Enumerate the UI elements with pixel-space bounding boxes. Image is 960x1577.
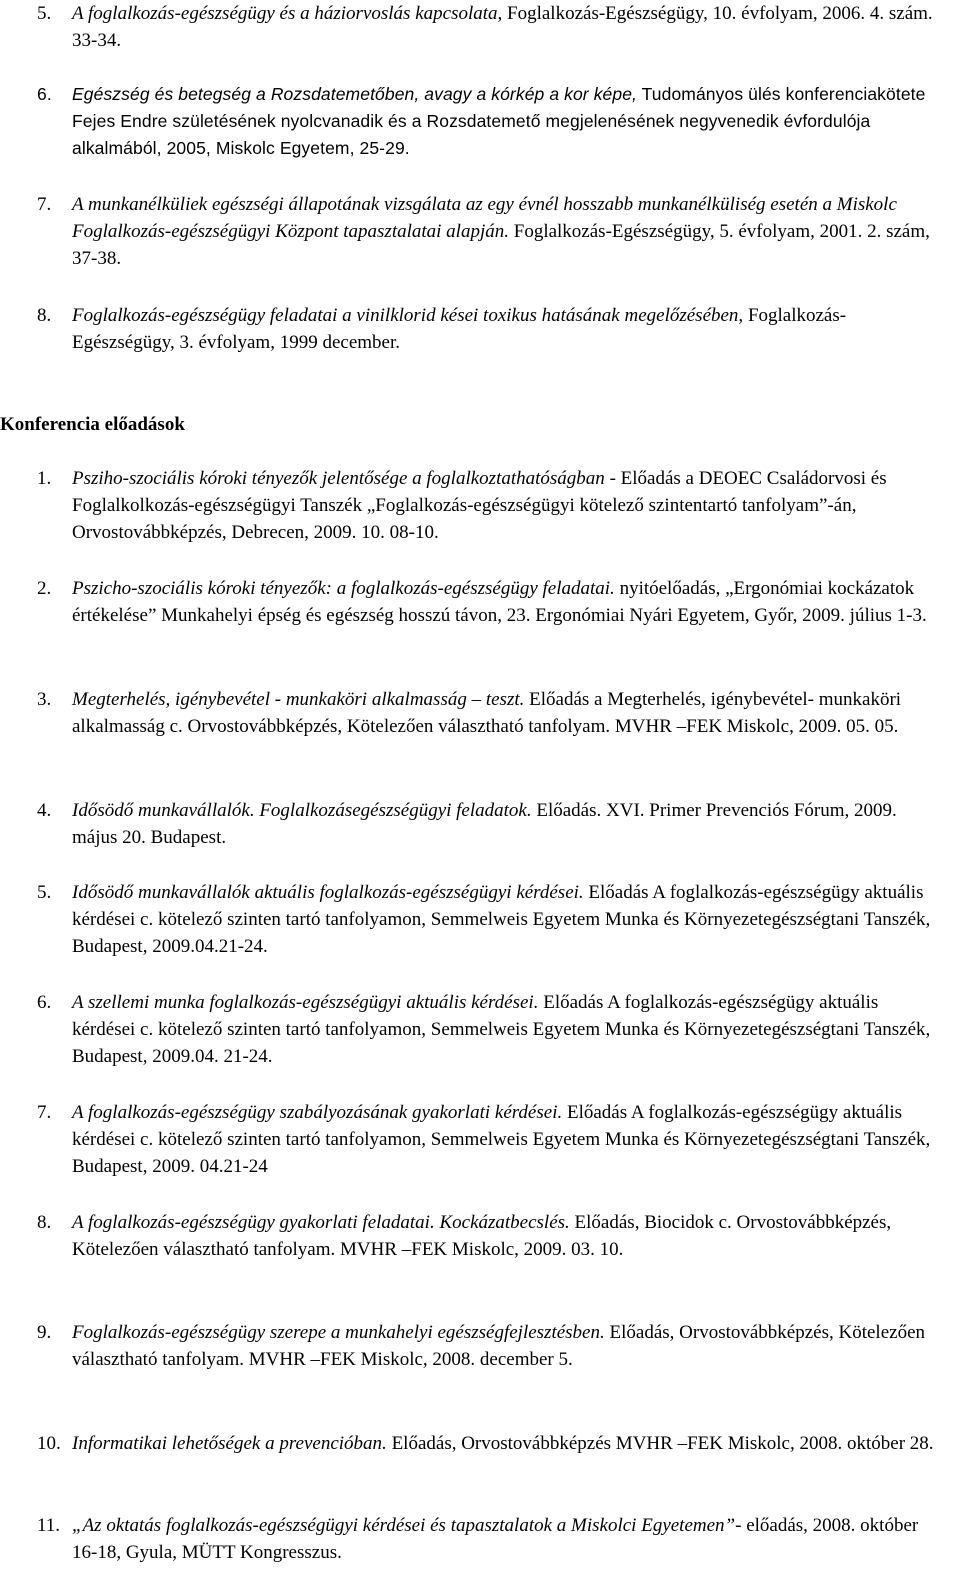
- item-number: 3.: [37, 689, 52, 710]
- talk-item: [37, 797, 942, 851]
- item-title: Foglalkozás-egészségügy szerepe a munkahelyi egészségfejlesztésben.: [72, 1322, 605, 1343]
- item-number: 6.: [37, 84, 52, 104]
- item-details: nyitóelőadás, „Ergonómiai kockázatok értékelése” Munkahelyi épség és egészség hosszú távon, 23. Ergonómiai Nyári Egyetem, Győr, 2009. július 1-3.: [72, 578, 927, 626]
- item-title: A foglalkozás-egészségügy gyakorlati feladatai. Kockázatbecslés.: [72, 1212, 570, 1233]
- item-details: Előadás, Orvostovábbképzés MVHR –FEK Miskolc, 2008. október 28.: [386, 1433, 934, 1454]
- talk-item: [37, 1512, 942, 1566]
- item-number: 10.: [37, 1433, 61, 1454]
- item-number: 8.: [37, 305, 52, 326]
- item-details: Foglalkozás- Egészségügy, 3. évfolyam, 1999 december.: [72, 305, 847, 353]
- item-title: Informatikai lehetőségek a prevencióban.: [72, 1433, 387, 1454]
- item-title: Psziho-szociális kóroki tényezők jelentősége a foglalkoztathatóságban: [72, 468, 605, 489]
- item-title: A foglalkozás-egészségügy és a háziorvoslás kapcsolata,: [72, 3, 503, 24]
- item-details: - Előadás a DEOEC Családorvosi és Foglalkolkozás-egészségügyi Tanszék „Foglalkozás-egészségügyi kötelező szintentartó tanfolyam”-án, Orvostovábbképzés, Debrecen, 2009. 10. 08-10.: [72, 468, 887, 543]
- talk-item: [37, 686, 942, 740]
- item-title: Megterhelés, igénybevétel - munkaköri alkalmasság – teszt.: [72, 689, 525, 710]
- item-number: 7.: [37, 1102, 52, 1123]
- item-details: Tudományos ülés konferenciakötete Fejes Endre születésének nyolcvanadik és a Rozsdatemető megjelenésének negyvenedik évfordulója alkalmából, 2005, Miskolc Egyetem, 25-29.: [72, 84, 926, 158]
- section-heading: Konferencia előadások: [0, 414, 185, 435]
- publication-item: [37, 0, 942, 54]
- item-details: Előadás A foglalkozás-egészségügy aktuális kérdései c. kötelező szinten tartó tanfolyamon, Semmelweis Egyetem Munka és Környezetegészségtani Tanszék, Budapest, 2009. 04.21-24: [72, 1102, 931, 1177]
- item-details: - előadás, 2008. október 16-18, Gyula, MÜTT Kongresszus.: [72, 1515, 919, 1563]
- publication-item: [37, 81, 942, 162]
- talk-item: [37, 1319, 942, 1373]
- talk-item: [37, 989, 942, 1070]
- talk-item: [37, 465, 942, 546]
- talk-item: [37, 879, 942, 960]
- item-number: 5.: [37, 882, 52, 903]
- item-title: A szellemi munka foglalkozás-egészségügyi aktuális kérdései.: [72, 992, 539, 1013]
- item-number: 8.: [37, 1212, 52, 1233]
- item-number: 4.: [37, 800, 52, 821]
- talk-item: [37, 1430, 942, 1457]
- item-number: 6.: [37, 992, 52, 1013]
- item-number: 7.: [37, 194, 52, 215]
- item-title: Foglalkozás-egészségügy feladatai a vinilklorid kései toxikus hatásának megelőzésében,: [72, 305, 744, 326]
- item-details: Előadás. XVI. Primer Prevenciós Fórum, 2009. május 20. Budapest.: [72, 800, 897, 848]
- item-title: Idősödő munkavállalók aktuális foglalkozás-egészségügyi kérdései.: [72, 882, 584, 903]
- talk-item: [37, 575, 942, 629]
- item-number: 9.: [37, 1322, 52, 1343]
- item-details: Előadás A foglalkozás-egészségügy aktuális kérdései c. kötelező szinten tartó tanfolyamon, Semmelweis Egyetem Munka és Környezetegészségtani Tanszék, Budapest, 2009.04.21-24.: [72, 882, 931, 957]
- item-title: A foglalkozás-egészségügy szabályozásának gyakorlati kérdései.: [72, 1102, 563, 1123]
- item-title: Egészség és betegség a Rozsdatemetőben, avagy a kórkép a kor képe,: [72, 84, 638, 104]
- item-details: Foglalkozás-Egészségügy, 10. évfolyam, 2006. 4. szám. 33-34.: [72, 3, 933, 51]
- item-details: Előadás a Megterhelés, igénybevétel- munkaköri alkalmasság c. Orvostovábbképzés, Kötelezően választható tanfolyam. MVHR –FEK Miskolc, 2009. 05. 05.: [72, 689, 902, 737]
- item-details: Előadás A foglalkozás-egészségügy aktuális kérdései c. kötelező szinten tartó tanfolyamon, Semmelweis Egyetem Munka és Környezetegészségtani Tanszék, Budapest, 2009.04. 21-24.: [72, 992, 931, 1067]
- item-title: Pszicho-szociális kóroki tényezők: a foglalkozás-egészségügy feladatai.: [72, 578, 615, 599]
- publication-item: [37, 191, 942, 272]
- publication-item: [37, 302, 942, 356]
- item-title: Idősödő munkavállalók. Foglalkozásegészségügyi feladatok.: [72, 800, 532, 821]
- item-title: „Az oktatás foglalkozás-egészségügyi kérdései és tapasztalatok a Miskolci Egyetemen”: [72, 1515, 736, 1536]
- talk-item: [37, 1099, 942, 1180]
- item-number: 1.: [37, 468, 52, 489]
- item-details: Előadás, Orvostovábbképzés, Kötelezően választható tanfolyam. MVHR –FEK Miskolc, 2008. december 5.: [72, 1322, 926, 1370]
- item-number: 2.: [37, 578, 52, 599]
- item-details: Foglalkozás-Egészségügy, 5. évfolyam, 2001. 2. szám, 37-38.: [72, 221, 930, 269]
- item-number: 5.: [37, 3, 52, 24]
- item-number: 11.: [37, 1515, 61, 1536]
- item-details: Előadás, Biocidok c. Orvostovábbképzés, Kötelezően választható tanfolyam. MVHR –FEK Miskolc, 2009. 03. 10.: [72, 1212, 892, 1260]
- talk-item: [37, 1209, 942, 1263]
- item-title: A munkanélküliek egészségi állapotának vizsgálata az egy évnél hosszabb munkanélküliség esetén a Miskolc Foglalkozás-egészségügyi Központ tapasztalatai alapján.: [72, 194, 897, 242]
